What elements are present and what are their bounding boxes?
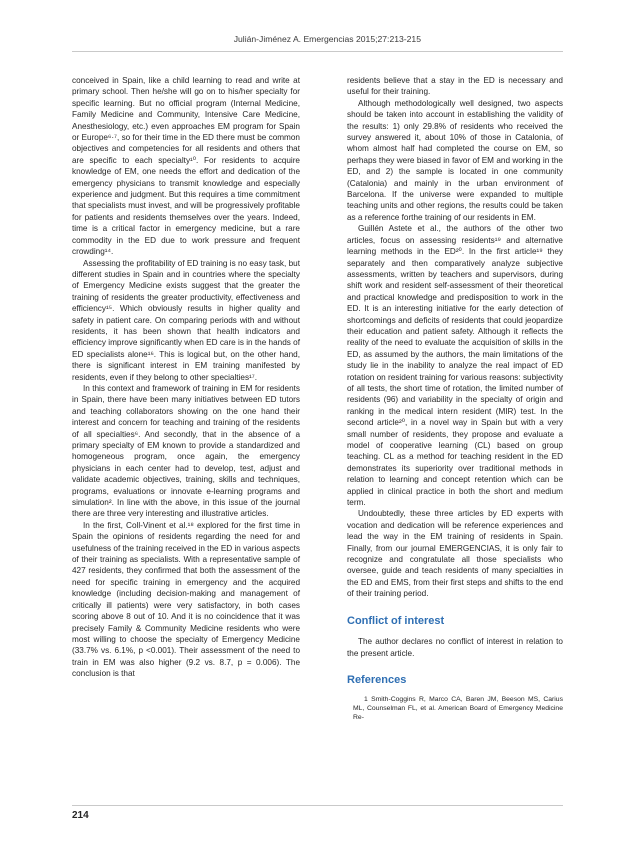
conflict-text: The author declares no conflict of interest in relation to the present article. [347,637,563,658]
reference-item: 1 Smith-Coggins R, Marco CA, Baren JM, Beeson MS, Carius ML, Counselman FL, et al. American Board of Emergency Medicine Re- [353,696,563,722]
paragraph: residents believe that a stay in the ED is necessary and useful for their training. [347,76,563,97]
paragraph: Undoubtedly, these three articles by ED experts with vocation and dedication will be reference experiences and lead the way in the EM training of residents in Spain. Finally, from our journal EMERGENCIAS, it is only fair to recognize and congratulate all those specialists who oversee, guide and teach residents of many specialties in the ED and EMS, from their first steps and shifts to the end of their training period. [347,509,563,599]
left-column [72,75,300,680]
conflict-heading: Conflict of interest [347,614,445,627]
paragraph: In the first, Coll-Vinent et al.¹⁸ explored for the first time in Spain the opinions of residents regarding the need for and usefulness of the training received in the ED in various aspects of their training as specialists. With a representative sample of 427 residents, they confirmed that both the assessment of the need for specific training in emergency and the acquired knowledge (including decision-making and management of critically ill patients) were very satisfactory, in both cases scoring above 8 out of 10. And it is no coincidence that it was precisely Family & Community Medicine residents who were most willing to choose the specialty of Emergency Medicine (33.7% vs. 6.1%, p <0.001). Their assessment of the need to train in EM was also higher (9.2 vs. 8.7, p = 0.006). The conclusion is that [72,520,301,679]
header-divider [72,51,563,52]
paragraph: Assessing the profitability of ED training is no easy task, but different studies in Spain and in countries where the specialty of Emergency Medicine exists suggest that the greater the training of residents the greater productivity, effectiveness and efficiency¹⁵. Which obviously results in higher quality and safety in patient care. On comparing periods with and without residents, it has been shown that health indicators and efficiency improve significantly when ED care is in the hands of ED specialists alone¹⁶. This is logical but, on the other hand, there is significant interest in EM training manifested by residents, even if they belong to other specialties¹⁷. [72,258,300,382]
footer-divider [72,805,563,806]
paragraph: conceived in Spain, like a child learning to read and write at primary school. Then he/she will go on to his/her specialty for specific learning. But no official program (Internal Medicine, Family Medicine and Community, Intensive Care Medicine, Anesthesiology, etc.) even approaches EM program for Spain or Europe⁶·⁷, so for their time in the ED there must be common objectives and competencies for all residents and others that are specific to each specialty¹⁰. For residents to acquire knowledge of EM, one needs the effort and dedication of the emergency physicians to transmit knowledge and especially experience and judgment. But this requires a time commitment that specialists must invest, and will be progressively profitable for patients and residents themselves over the years. Indeed, time is a critical factor in emergency medicine, but a rare commodity in the ED due to work pressure and frequent crowding¹⁴. [72,76,300,257]
paragraph: Guillén Astete et al., the authors of the other two articles, focus on assessing residents¹⁹ and alternative learning methods in the ED²⁰. In the first article¹⁹ they separately and then comparatively analyze subjective assessments, written by teachers and supervisors, during shift work and resident self-assessment of their theoretical and practical knowledge and predisposition to work in the ED. It is an interesting initiative for the early detection of shortcomings and deficits of residents that could jeopardize their education and patient safety. Although it reflects the reality of the need to evaluate the acquisition of skills in the ED, as assumed by the authors, the main limitations of the study lie in the inability to analyze the real impact of ED rotation on resident training for various reasons: subjectivity of all tests, the short time of rotation, the limited number of residents (96) and variability in the specialty of origin and ranking in the medical intern resident (MIR) test. In the second article²⁰, in a novel way in Spain but with a very small number of residents, they propose and evaluate a model of cooperative learning (CL) based on group teaching. CL as a method for teaching resident in the ED demonstrates its superiority over traditional methods in relation to learning and concept retention which can be applied in clinical practice in both the short and medium term. [347,224,563,508]
right-column [347,75,563,722]
running-header: Julián-Jiménez A. Emergencias 2015;27:213-215 [233,34,421,44]
references-heading: References [347,673,407,686]
paragraph: Although methodologically well designed, two aspects should be taken into account in establishing the validity of the results: 1) only 29.8% of residents who received the survey answered it, about 10% of those in Catalonia, of whom almost half had completed the course on EM, so perhaps they were biased in favor of EM and working in the ED, and 2) the sample is located in one community (Catalonia) and mainly in the urban environment of Barcelona. If the universe were expanded to multiple teaching units and other regions, the results could be taken as a reference forthe training of our residents in EM. [347,98,563,222]
page-number: 214 [72,810,89,821]
paragraph: In this context and framework of training in EM for residents in Spain, there have been many initiatives between ED tutors and teaching collaborators showing on the one hand their interest and concern for teaching and training of the residents of all specialties⁶. And secondly, that in the absence of a primary specialty of EM known to provide a standardized and homogeneous program, once again, the emergency physicians in each center had to develop, test, adjust and validate academic objectives, training, skills and techniques, programs, evaluations or innovate e-learning programs and simulation². In line with the above, in this issue of the journal there are three very interesting and illustrative articles. [72,383,300,519]
